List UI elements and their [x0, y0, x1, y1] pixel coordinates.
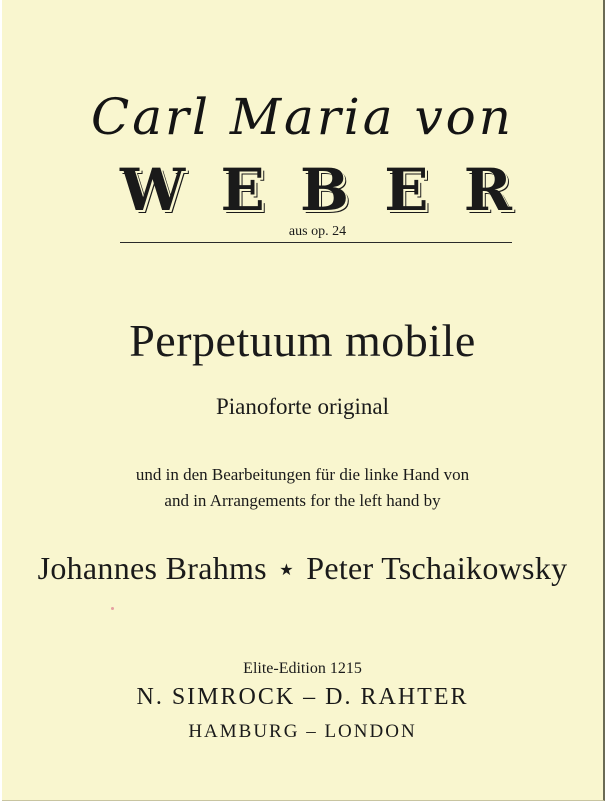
- composer-given-names: Carl Maria von: [90, 88, 514, 146]
- star-separator-icon: ★: [279, 562, 294, 579]
- edition-number: Elite-Edition 1215: [243, 660, 362, 677]
- score-cover: [2, 0, 605, 801]
- surname-letter: E: [384, 156, 429, 224]
- surname-letter: W: [120, 156, 186, 224]
- arrangers-line: [2, 550, 603, 587]
- publisher-cities: HAMBURG – LONDON: [188, 721, 417, 742]
- surname-letter: E: [220, 156, 265, 224]
- publisher-name: N. SIMROCK – D. RAHTER: [136, 684, 469, 710]
- composer-surname: [120, 156, 512, 224]
- opus-number: aus op. 24: [288, 224, 347, 239]
- surname-letter: R: [463, 156, 512, 224]
- arrangement-note-english: and in Arrangements for the left hand by: [164, 491, 441, 510]
- divider-rule: [120, 242, 512, 243]
- arranger-brahms: Johannes Brahms: [37, 550, 267, 586]
- arranger-tschaikowsky: Peter Tschaikowsky: [306, 550, 568, 586]
- surname-letter: B: [299, 156, 349, 224]
- work-subtitle: Pianoforte original: [215, 394, 390, 419]
- arrangement-note-german: und in den Bearbeitungen für die linke Hand von: [135, 465, 470, 484]
- work-title: Perpetuum mobile: [129, 315, 476, 366]
- paper-speck: [111, 607, 114, 610]
